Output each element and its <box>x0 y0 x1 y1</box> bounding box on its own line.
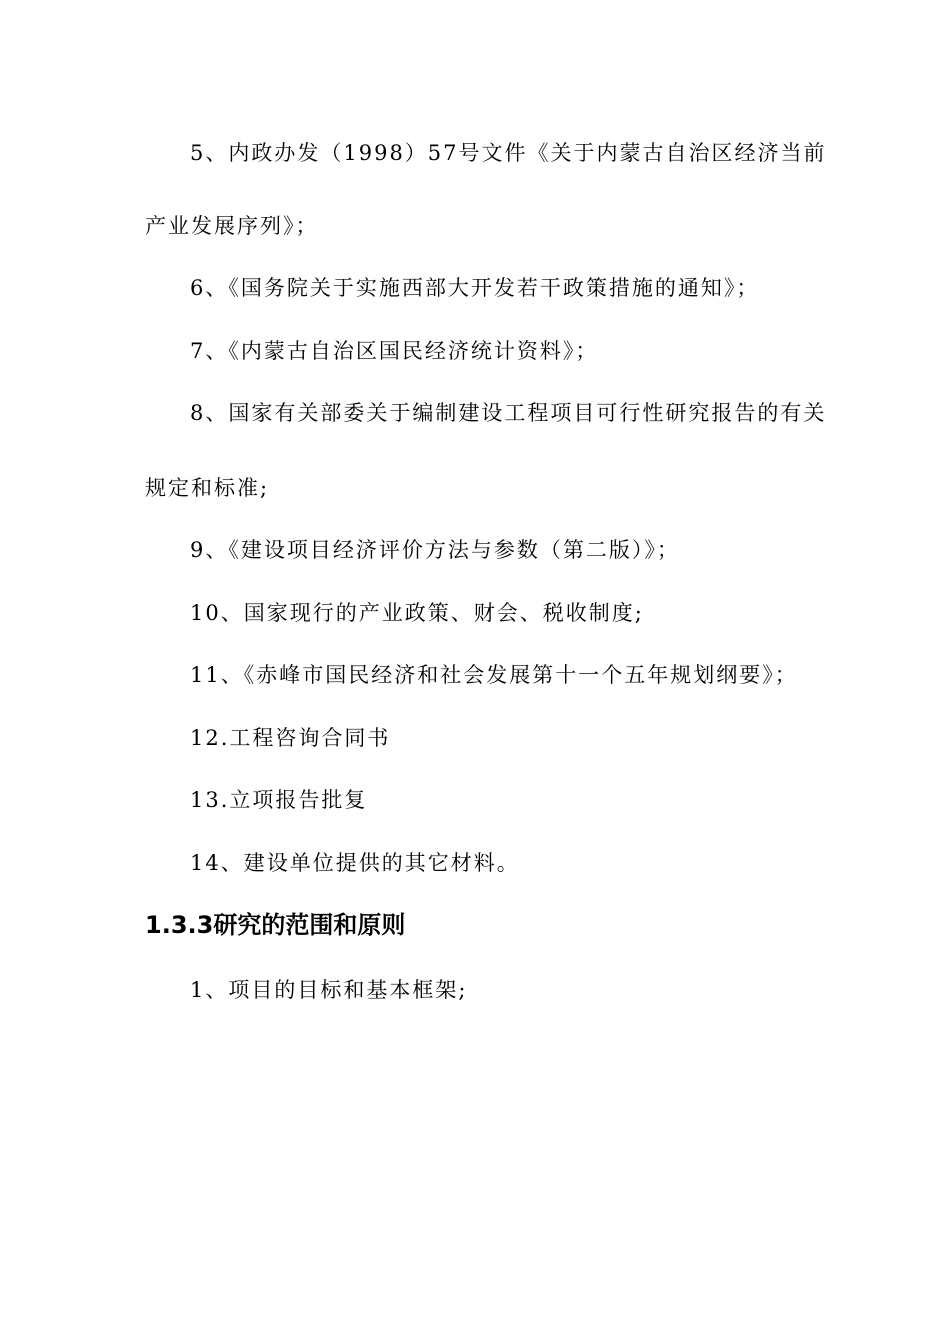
list-item-8-line1: 8、国家有关部委关于编制建设工程项目可行性研究报告的有关 <box>190 401 827 425</box>
section-list-item-1: 1、项目的目标和基本框架; <box>190 978 468 1002</box>
list-item-8-line2: 规定和标准; <box>145 476 270 500</box>
list-item-11: 11、《赤峰市国民经济和社会发展第十一个五年规划纲要》； <box>190 663 798 687</box>
list-item-14: 14、建设单位提供的其它材料。 <box>190 851 520 875</box>
list-item-9: 9、《建设项目经济评价方法与参数（第二版）》； <box>190 538 680 562</box>
list-item-5-line2: 产业发展序列》； <box>145 214 319 238</box>
section-heading: 1.3.3研究的范围和原则 <box>145 911 406 939</box>
list-item-7: 7、《内蒙古自治区国民经济统计资料》； <box>190 339 599 363</box>
list-item-10: 10、国家现行的产业政策、财会、税收制度; <box>190 601 644 625</box>
list-item-5-line1: 5、内政办发（1998）57号文件《关于内蒙古自治区经济当前 <box>190 141 827 165</box>
list-item-6: 6、《国务院关于实施西部大开发若干政策措施的通知》； <box>190 276 760 300</box>
list-item-13: 13.立项报告批复 <box>190 788 368 812</box>
list-item-12: 12.工程咨询合同书 <box>190 726 391 750</box>
